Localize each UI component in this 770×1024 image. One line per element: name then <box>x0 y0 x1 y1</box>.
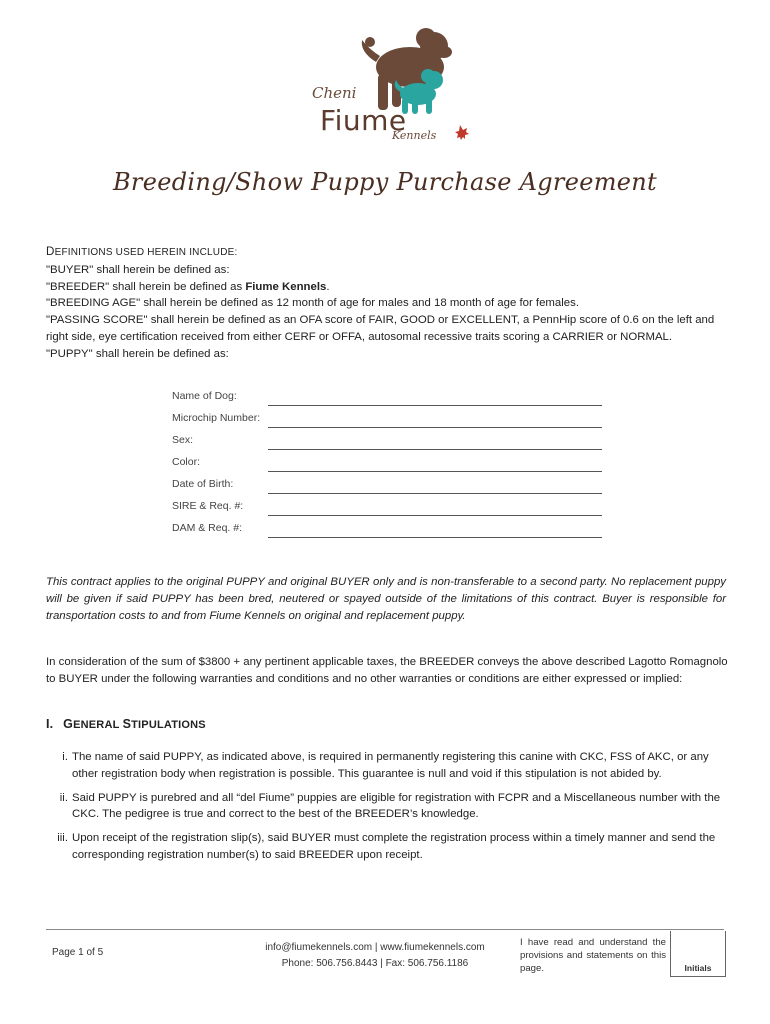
field-sex[interactable]: Sex: <box>172 432 602 454</box>
stipulation-item: iii. Upon receipt of the registration slip(s), said BUYER must complete the registration process within a timely manner and send the corresponding registration number(s) to said BREEDER upon receipt. <box>57 832 716 861</box>
passing-score-definition: "PASSING SCORE" shall herein be defined as an OFA score of FAIR, GOOD or EXCELLENT, a PennHip score of 0.6 on the left and right side, eye certification received from either CERF or OFFA, autosomal recessive traits scoring a CARRIER or NORMAL. <box>46 314 715 343</box>
field-color[interactable]: Color: <box>172 454 602 476</box>
definitions-section <box>46 244 736 363</box>
initials-label: Initials <box>684 963 712 973</box>
field-date-of-birth[interactable]: Date of Birth: <box>172 476 602 498</box>
puppy-definition: "PUPPY" shall herein be defined as: <box>46 347 229 360</box>
contact-email-web: info@fiumekennels.com | www.fiumekennels.com <box>265 942 485 953</box>
footer-divider <box>46 929 724 930</box>
puppy-details-form <box>172 388 602 542</box>
brand-bottom-text: Kennels <box>392 129 437 142</box>
field-sire[interactable]: SIRE & Req. #: <box>172 498 602 520</box>
initials-box[interactable] <box>670 931 726 977</box>
breeding-age-definition: "BREEDING AGE" shall herein be defined as 12 month of age for males and 18 month of age for females. <box>46 297 579 310</box>
contact-phone-fax: Phone: 506.756.8443 | Fax: 506.756.1186 <box>281 958 469 969</box>
field-dam[interactable]: DAM & Req. #: <box>172 520 602 542</box>
definitions-heading: DEFINITIONS USED HEREIN INCLUDE: <box>46 245 238 258</box>
buyer-definition: "BUYER" shall herein be defined as: <box>46 263 230 276</box>
consideration-paragraph: In consideration of the sum of $3800 + any pertinent applicable taxes, the BREEDER conveys the above described Lagotto Romagnolo to BUYER under the following warranties and conditions and no other warranties or conditions are either expressed or implied: <box>46 656 728 685</box>
document-title: Breeding/Show Puppy Purchase Agreement <box>113 168 657 196</box>
stipulation-item: ii. Said PUPPY is purebred and all “del Fiume” puppies are eligible for registration with FCPR and a Miscellaneous number with the CKC. The pedigree is true and correct to the best of the BREEDER’s knowledge. <box>59 791 721 821</box>
stipulation-item: i. The name of said PUPPY, as indicated above, is required in permanently registering this canine with CKC, FSS of AKC, or any other registration body when registration is possible. This guarantee is null and void if this stipulation is not abided by. <box>62 751 709 780</box>
field-microchip-number[interactable]: Microchip Number: <box>172 410 602 432</box>
contact-info <box>255 940 495 972</box>
stipulations-list <box>46 749 736 871</box>
section-heading: I. GENERAL STIPULATIONS <box>46 717 206 731</box>
acknowledgement-text: I have read and understand the provisions and statements on this page. <box>520 937 666 974</box>
brand-top-text: Cheni <box>312 84 357 102</box>
brand-main-text: Fiume <box>320 104 407 137</box>
field-name-of-dog[interactable]: Name of Dog: <box>172 388 602 410</box>
breeder-definition: "BREEDER" shall herein be defined as Fiume Kennels. <box>46 280 330 293</box>
page-number: Page 1 of 5 <box>52 947 104 958</box>
breeder-name: Fiume Kennels <box>245 280 327 293</box>
contract-note: This contract applies to the original PUPPY and original BUYER only and is non-transferable to a second party. No replacement puppy will be given if said PUPPY has been bred, neutered or spayed outside of the limitations of this contract. Buyer is responsible for transportation costs to and from Fiume Kennels on original and replacement puppy. <box>46 576 726 622</box>
